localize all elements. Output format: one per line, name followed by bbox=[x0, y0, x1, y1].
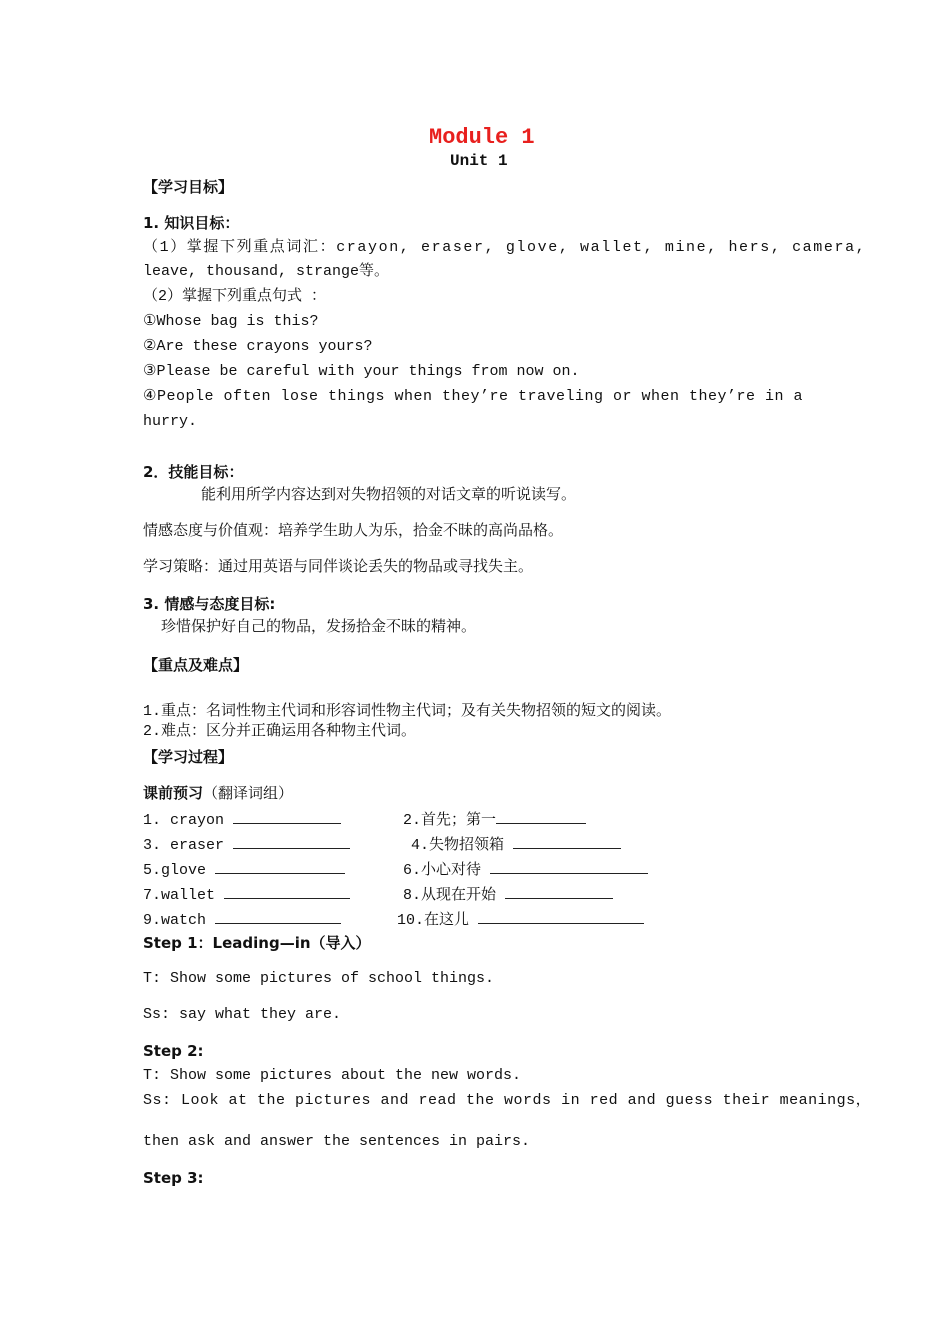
step2-students-line2: then ask and answer the sentences in pairs. bbox=[143, 1133, 531, 1150]
step1-students: Ss: say what they are. bbox=[143, 1006, 342, 1023]
answer-blank[interactable] bbox=[490, 859, 648, 874]
vocab-line-1: （1）掌握下列重点词汇：crayon, eraser, glove, wallet, mine, hers, camera, bbox=[143, 239, 867, 256]
preview-item-1: 1. crayon bbox=[143, 809, 341, 831]
sentence-1: ①Whose bag is this? bbox=[143, 313, 319, 330]
preview-item-2: 2.首先；第一 bbox=[403, 809, 586, 831]
preview-item-6: 6.小心对待 bbox=[403, 859, 648, 881]
answer-blank[interactable] bbox=[505, 884, 613, 899]
key-point-2: 2.难点：区分并正确运用各种物主代词。 bbox=[143, 723, 417, 740]
answer-blank[interactable] bbox=[478, 909, 644, 924]
answer-blank[interactable] bbox=[496, 809, 586, 824]
preview-item-5: 5.glove bbox=[143, 859, 345, 881]
sentence-2: ②Are these crayons yours? bbox=[143, 338, 373, 355]
step2-students-line1: Ss: Look at the pictures and read the words in red and guess their meanings， bbox=[143, 1092, 872, 1109]
preview-item-9: 9.watch bbox=[143, 909, 341, 931]
answer-blank[interactable] bbox=[233, 809, 341, 824]
sentence-4-cont: hurry. bbox=[143, 413, 198, 430]
preview-item-10: 10.在这儿 bbox=[397, 909, 644, 931]
sentence-3: ③Please be careful with your things from now on. bbox=[143, 363, 580, 380]
key-points-heading: 【重点及难点】 bbox=[143, 656, 249, 674]
step1-teacher: T: Show some pictures of school things. bbox=[143, 970, 495, 987]
skills-heading: 2．技能目标： bbox=[143, 463, 244, 481]
preview-label-note: （翻译词组） bbox=[203, 786, 294, 803]
preview-label bbox=[143, 783, 293, 805]
step3-heading: Step 3: bbox=[143, 1169, 204, 1187]
step1-heading: Step 1：Leading—in（导入） bbox=[143, 934, 371, 952]
answer-blank[interactable] bbox=[215, 909, 341, 924]
preview-item-3: 3. eraser bbox=[143, 834, 350, 856]
page-title: Module 1 bbox=[429, 125, 535, 150]
knowledge-heading: 1. 知识目标： bbox=[143, 214, 240, 232]
key-point-1: 1.重点：名词性物主代词和形容词性物主代词；及有关失物招领的短文的阅读。 bbox=[143, 703, 672, 720]
preview-item-8: 8.从现在开始 bbox=[403, 884, 613, 906]
preview-item-7: 7.wallet bbox=[143, 884, 350, 906]
sentence-4: ④People often lose things when they’re traveling or when they’re in a bbox=[143, 388, 804, 405]
objectives-heading: 【学习目标】 bbox=[143, 178, 234, 196]
emotion-values: 情感态度与价值观：培养学生助人为乐，拾金不昧的高尚品格。 bbox=[143, 523, 564, 540]
vocab-line-2: leave, thousand, strange等。 bbox=[143, 263, 390, 280]
step2-heading: Step 2: bbox=[143, 1042, 204, 1060]
step2-teacher: T: Show some pictures about the new words. bbox=[143, 1067, 522, 1084]
attitude-heading: 3. 情感与态度目标: bbox=[143, 595, 276, 613]
answer-blank[interactable] bbox=[513, 834, 621, 849]
skills-text: 能利用所学内容达到对失物招领的对话文章的听说读写。 bbox=[201, 487, 577, 504]
learning-strategy: 学习策略：通过用英语与同伴谈论丢失的物品或寻找失主。 bbox=[143, 559, 534, 576]
process-heading: 【学习过程】 bbox=[143, 748, 234, 766]
preview-item-4: 4.失物招领箱 bbox=[411, 834, 621, 856]
answer-blank[interactable] bbox=[233, 834, 350, 849]
answer-blank[interactable] bbox=[215, 859, 345, 874]
patterns-label: （2）掌握下列重点句式 ： bbox=[143, 288, 327, 305]
preview-label-bold: 课前预习 bbox=[143, 784, 204, 802]
attitude-text: 珍惜保护好自己的物品，发扬拾金不昧的精神。 bbox=[161, 619, 477, 636]
page-subtitle: Unit 1 bbox=[450, 152, 508, 170]
answer-blank[interactable] bbox=[224, 884, 350, 899]
